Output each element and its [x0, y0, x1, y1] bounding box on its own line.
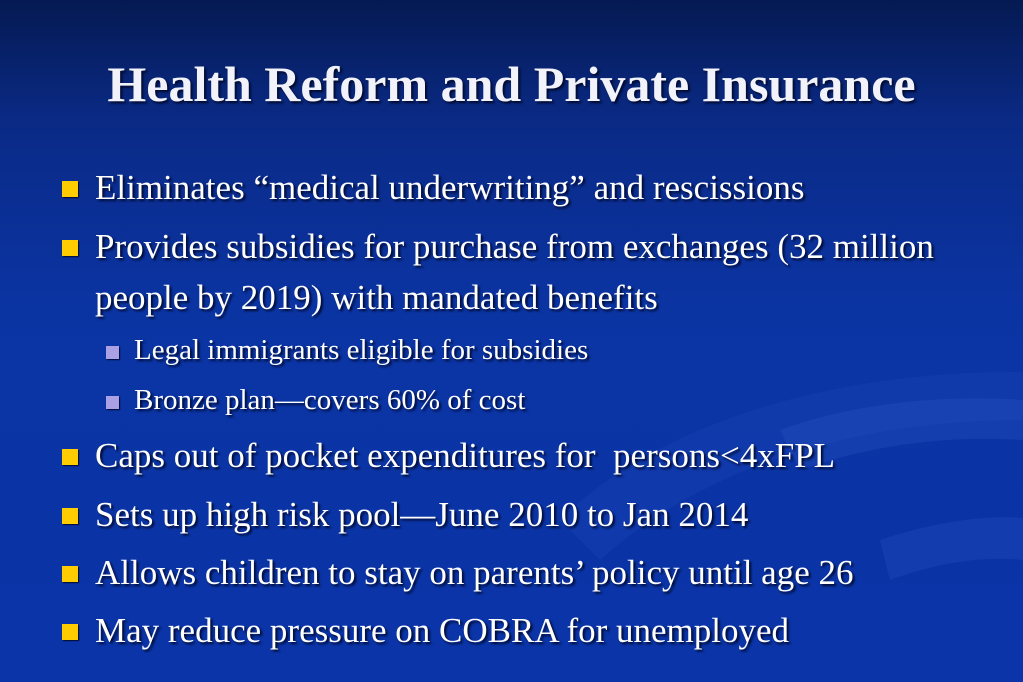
bullet-text: Bronze plan—covers 60% of cost	[134, 384, 526, 416]
bullet-text: Legal immigrants eligible for subsidies	[134, 334, 589, 366]
square-bullet-icon	[62, 566, 78, 582]
sub-bullet-item	[106, 380, 966, 420]
bullet-item	[62, 430, 962, 481]
slide-title: Health Reform and Private Insurance	[107, 56, 916, 112]
bullet-text: Provides subsidies for purchase from exchanges (32 million people by 2019) with mandated benefits	[95, 227, 934, 317]
square-bullet-icon	[62, 508, 78, 524]
square-bullet-icon	[62, 449, 78, 465]
square-bullet-icon	[106, 396, 119, 409]
bullet-text: Eliminates “medical underwriting” and rescissions	[95, 168, 805, 207]
square-bullet-icon	[62, 181, 78, 197]
square-bullet-icon	[62, 624, 78, 640]
bullet-text: May reduce pressure on COBRA for unemployed	[95, 611, 790, 650]
bullet-item	[62, 547, 962, 598]
bullet-text: Sets up high risk pool—June 2010 to Jan 2014	[95, 495, 749, 534]
square-bullet-icon	[106, 346, 119, 359]
bullet-item	[62, 221, 962, 323]
bullet-text: Caps out of pocket expenditures for persons<4xFPL	[95, 436, 836, 475]
bullet-item	[62, 162, 962, 213]
bullet-item	[62, 489, 962, 540]
square-bullet-icon	[62, 240, 78, 256]
sub-bullet-item	[106, 330, 966, 370]
bullet-text: Allows children to stay on parents’ policy until age 26	[95, 553, 854, 592]
bullet-item	[62, 605, 962, 656]
